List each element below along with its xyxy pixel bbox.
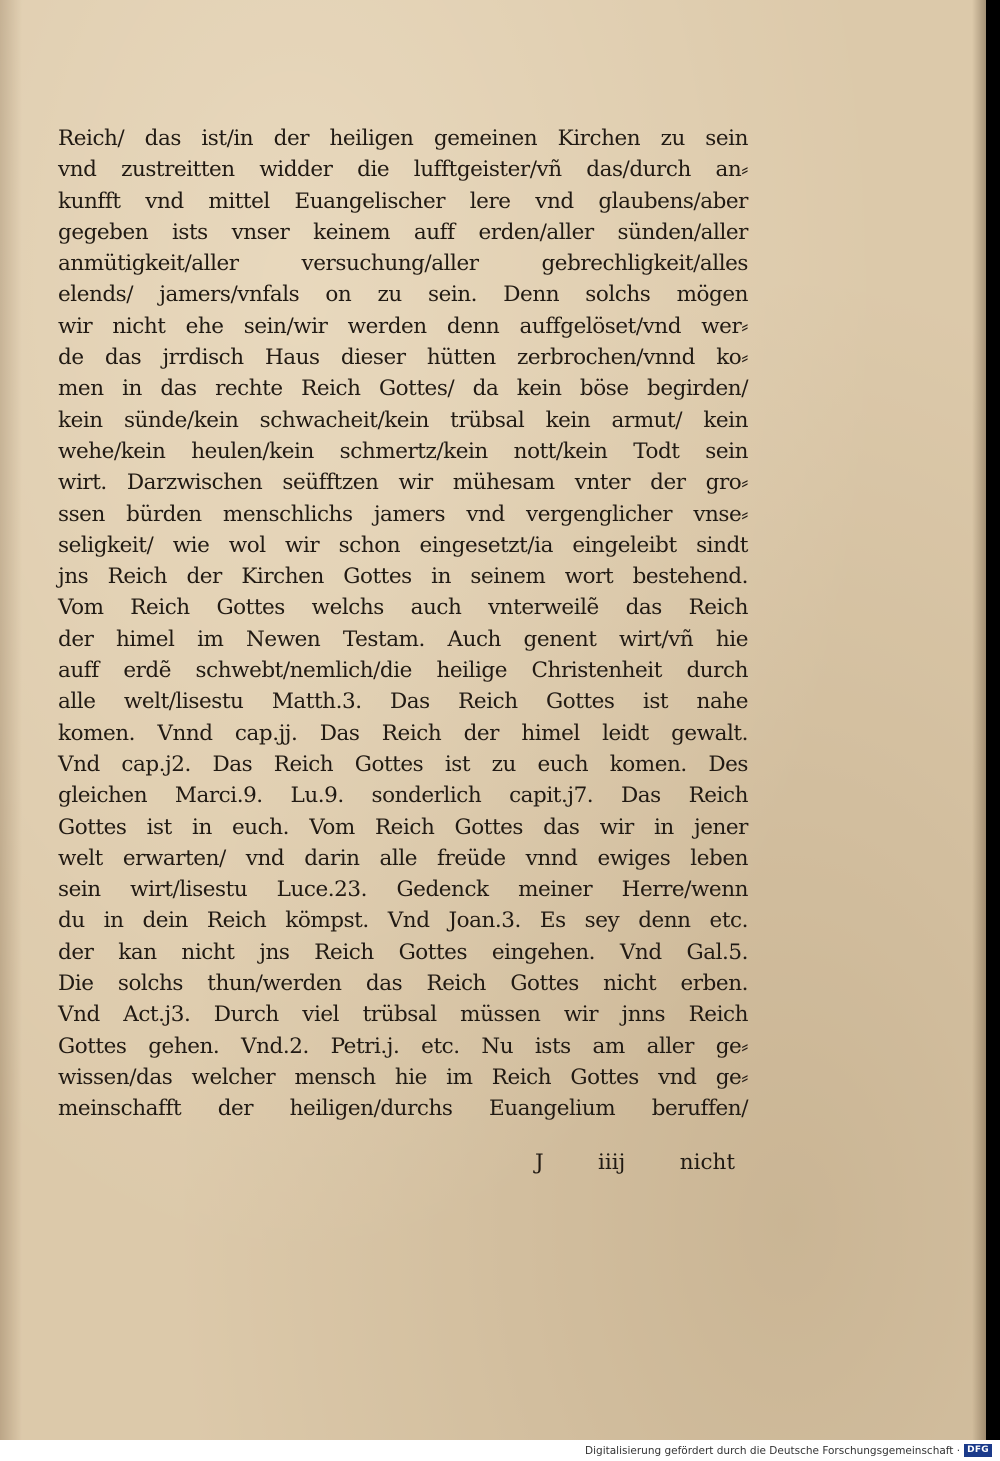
text-line: Vnd cap.j2. Das Reich Gottes ist zu euch komen. Des [58,751,748,777]
text-line: gegeben ists vnser keinem auff erden/aller sünden/aller [58,219,748,245]
text-line: Vnd Act.j3. Durch viel trübsal müssen wir jnns Reich [58,1002,748,1028]
text-line: der himel im Newen Testam. Auch genent wirt/vñ hie [58,626,748,652]
text-line: auff erdẽ schwebt/nemlich/die heilige Christenheit durch [58,658,748,684]
signature-mark: J [535,1150,544,1175]
text-line: men in das rechte Reich Gottes/ da kein böse begirden/ [58,376,748,402]
text-line: jns Reich der Kirchen Gottes in seinem wort bestehend. [58,564,748,590]
text-line: alle welt/lisestu Matth.3. Das Reich Gottes ist nahe [58,689,748,715]
text-line: Vom Reich Gottes welchs auch vnterweilẽ das Reich [58,595,748,621]
catchword: nicht [679,1150,735,1175]
text-line: de das jrrdisch Haus dieser hütten zerbrochen/vnnd ko⸗ [58,345,748,371]
page-text-block [58,123,748,1125]
text-line: elends/ jamers/vnfals on zu sein. Denn solchs mögen [58,282,748,308]
text-line: ssen bürden menschlichs jamers vnd vergenglicher vnse⸗ [58,501,748,527]
text-line: kunfft vnd mittel Euangelischer lere vnd glaubens/aber [58,188,748,214]
text-line: vnd zustreitten widder die lufftgeister/vñ das/durch an⸗ [58,157,748,183]
text-line: Reich/ das ist/in der heiligen gemeinen Kirchen zu sein [58,126,748,151]
text-line: der kan nicht jns Reich Gottes eingehen. Vnd Gal.5. [58,939,748,965]
dfg-logo: DFG [964,1444,992,1457]
text-line: welt erwarten/ vnd darin alle freüde vnnd ewiges leben [58,845,748,871]
text-line: sein wirt/lisestu Luce.23. Gedenck meiner Herre/wenn [58,877,748,903]
text-line: Gottes gehen. Vnd.2. Petri.j. etc. Nu ists am aller ge⸗ [58,1033,748,1059]
signature-number: iiij [598,1150,626,1175]
text-line: komen. Vnnd cap.jj. Das Reich der himel leidt gewalt. [58,720,748,746]
text-line: kein sünde/kein schwacheit/kein trübsal kein armut/ kein [58,407,748,433]
text-line: meinschafft der heiligen/durchs Euangelium beruffen/ [58,1096,748,1122]
catchword-line [535,1145,735,1181]
text-line: Gottes ist in euch. Vom Reich Gottes das wir in jener [58,814,748,840]
text-line: wir nicht ehe sein/wir werden denn auffgelöset/vnd wer⸗ [58,313,748,339]
text-line: seligkeit/ wie wol wir schon eingesetzt/ia eingeleibt sindt [58,532,748,558]
text-line: wehe/kein heulen/kein schmertz/kein nott/kein Todt sein [58,438,748,464]
text-line: du in dein Reich kömpst. Vnd Joan.3. Es sey denn etc. [58,908,748,934]
text-line: gleichen Marci.9. Lu.9. sonderlich capit.j7. Das Reich [58,783,748,809]
text-line: Die solchs thun/werden das Reich Gottes nicht erben. [58,971,748,997]
funding-notice: Digitalisierung gefördert durch die Deutsche Forschungsgemeinschaft · [585,1444,961,1457]
text-line: wissen/das welcher mensch hie im Reich Gottes vnd ge⸗ [58,1064,748,1090]
text-line: wirt. Darzwischen seüfftzen wir mühesam vnter der gro⸗ [58,470,748,496]
text-line: anmütigkeit/aller versuchung/aller gebrechligkeit/alles [58,251,748,277]
funding-footer [0,1440,1000,1461]
